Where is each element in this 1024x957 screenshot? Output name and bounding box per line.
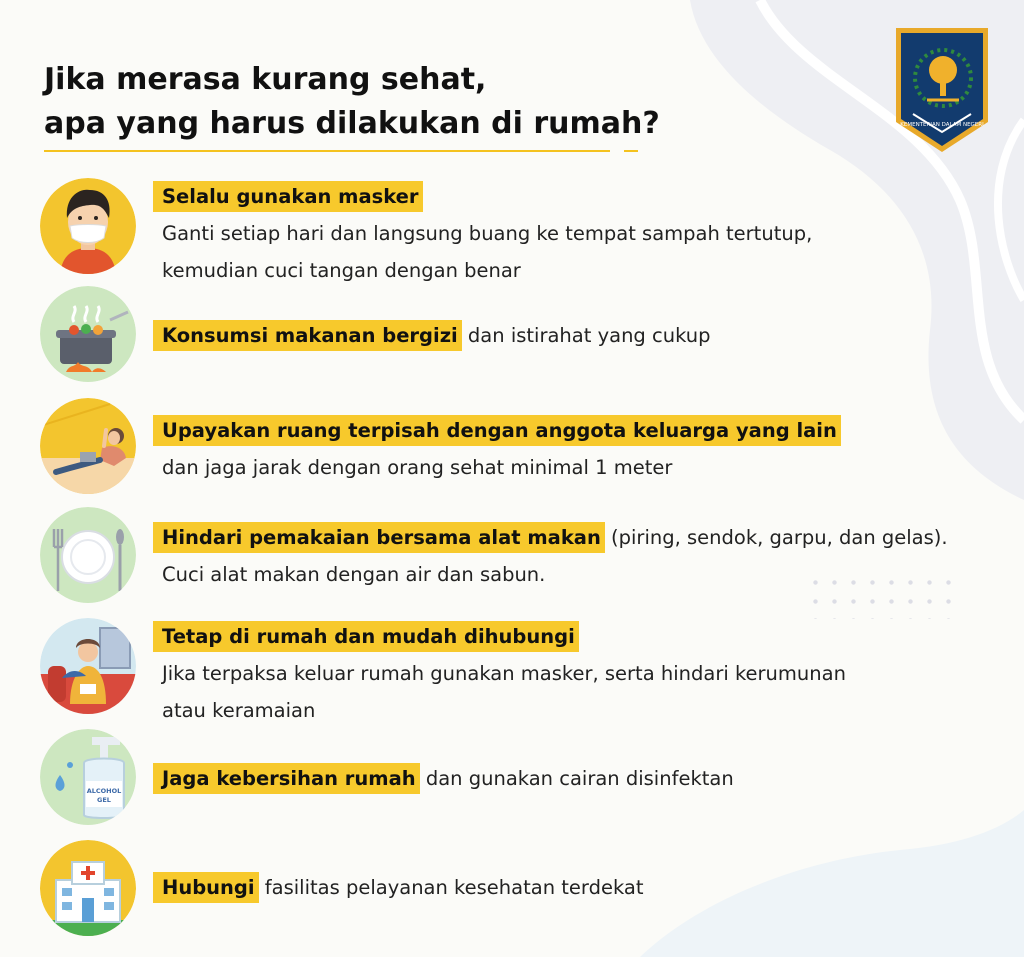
title-underline: [44, 150, 610, 152]
tip-heading: Hindari pemakaian bersama alat makan: [153, 522, 605, 553]
logo-text: KEMENTERIAN DALAM NEGERI: [900, 122, 984, 128]
title-line-2: apa yang harus dilakukan di rumah?: [44, 106, 660, 141]
hospital-icon: [40, 840, 136, 936]
tip-heading: Hubungi: [153, 872, 259, 903]
tip-heading: Upayakan ruang terpisah dengan anggota keluarga yang lain: [153, 415, 841, 446]
person-at-home-icon: [40, 618, 136, 714]
tip-text: fasilitas pelayanan kesehatan terdekat: [258, 876, 644, 899]
tip-heading: Konsumsi makanan bergizi: [153, 320, 462, 351]
face-mask-person-icon: [40, 178, 136, 274]
bottle-label-1: ALCOHOL: [86, 787, 122, 795]
alcohol-gel-bottle-icon: [40, 729, 136, 825]
tip-heading: Tetap di rumah dan mudah dihubungi: [153, 621, 579, 652]
kemendagri-emblem-icon: [893, 26, 991, 154]
tip-text: dan gunakan cairan disinfektan: [419, 767, 734, 790]
tip-description-line-1: dan jaga jarak dengan orang sehat minimal 1 meter: [162, 456, 673, 479]
tip-heading: Jaga kebersihan rumah: [153, 763, 420, 794]
bottle-label-2: GEL: [97, 796, 111, 804]
plate-cutlery-icon: [40, 507, 136, 603]
tip-description-line-1: Cuci alat makan dengan air dan sabun.: [162, 563, 546, 586]
tip-text: (piring, sendok, garpu, dan gelas).: [604, 526, 948, 549]
tip-heading: Selalu gunakan masker: [153, 181, 423, 212]
title-line-1: Jika merasa kurang sehat,: [44, 62, 487, 97]
cooking-pot-icon: [40, 286, 136, 382]
tip-description-line-1: Ganti setiap hari dan langsung buang ke tempat sampah tertutup,: [162, 222, 813, 245]
person-resting-icon: [40, 398, 136, 494]
title-underline-dash: [624, 150, 638, 152]
tip-description-line-2: atau keramaian: [162, 699, 316, 722]
tip-description-line-2: kemudian cuci tangan dengan benar: [162, 259, 521, 282]
tip-description-line-1: Jika terpaksa keluar rumah gunakan masker, serta hindari kerumunan: [162, 662, 846, 685]
page-title: [44, 58, 660, 146]
tip-text: dan istirahat yang cukup: [461, 324, 711, 347]
